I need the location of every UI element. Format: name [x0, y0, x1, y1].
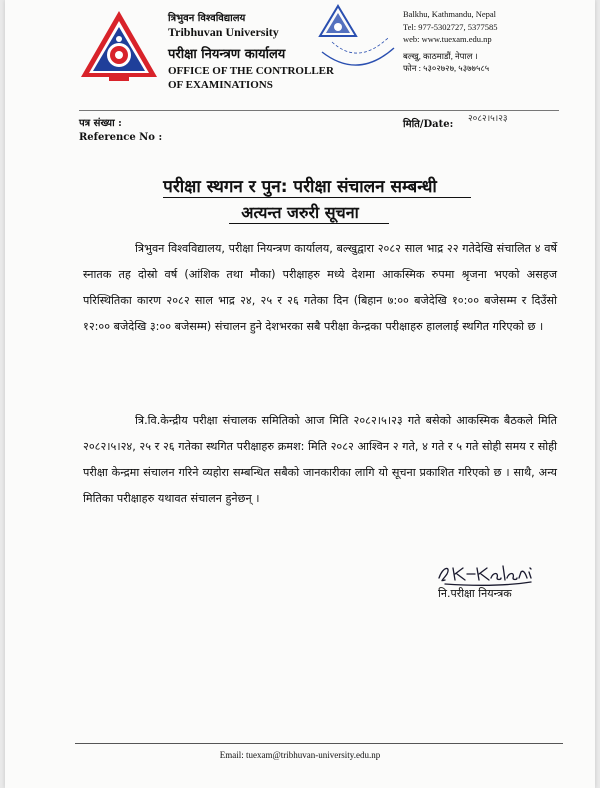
title-underline-2 — [229, 223, 389, 224]
office-name-np: परीक्षा नियन्त्रण कार्यालय — [168, 47, 286, 62]
date-label: मिति/Date: — [403, 119, 454, 130]
notice-paragraph-2: त्रि.वि.केन्द्रीय परीक्षा संचालक समितिको आज मिति २०८२।५।२३ गते बसेको आकस्मिक बैठकले मिति २०८२।५।२४, २५ र २६ गतेका स्थगित परीक्षाहरु क्रमश: मिति २०८२ आश्विन २ गते, ४ गते र ५ गते सोही समय र सोही परीक्षा केन्द्रमा संचालन गरिने व्यहोरा सम्बन्धित सबैको जानकारीका लागि यो सूचना प्रकाशित गरिएको छ । साथै, अन्य मितिका परीक्षाहरु यथावत संचालन हुनेछन् । — [83, 414, 557, 505]
office-address: Balkhu, Kathmandu, Nepal Tel: 977-5302727, 5377585 web: www.tuexam.edu.np बल्खु, काठमाडौं, नेपाल । फोन : ५३०२७२७, ५३७७५८५ — [403, 9, 498, 73]
date-value: २०८२।५।२३ — [468, 114, 508, 124]
signatory-title: नि.परीक्षा नियन्त्रक — [438, 587, 512, 600]
notice-title-line2: अत्यन्त जरुरी सूचना — [241, 203, 359, 222]
tu-logo — [79, 9, 159, 91]
notice-title-line1: परीक्षा स्थगन र पुन: परीक्षा संचालन सम्बन्धी — [163, 177, 437, 197]
office-name-en: OFFICE OF THE CONTROLLER OF EXAMINATIONS — [168, 65, 334, 91]
university-name-en: Tribhuvan University — [168, 25, 279, 39]
footer-rule — [75, 743, 563, 744]
notice-page — [5, 0, 595, 788]
footer-email: Email: tuexam@tribhuvan-university.edu.np — [219, 750, 381, 760]
university-name-np: त्रिभुवन विश्वविद्यालय — [168, 13, 246, 24]
reference-label: Reference No : — [79, 132, 163, 143]
patra-label: पत्र संख्या : — [79, 118, 122, 129]
office-seal — [318, 2, 398, 82]
notice-paragraph-1: त्रिभुवन विश्वविद्यालय, परीक्षा नियन्त्रण कार्यालय, बल्खुद्वारा २०८२ साल भाद्र २२ गतेदेखि संचालित ४ वर्षे स्नातक तह दोस्रो वर्ष (आंशिक तथा मौका) परीक्षाहरु मध्ये देशमा आकस्मिक रुपमा श्रृजना भएको असहज परिस्थितिका कारण २०८२ साल भाद्र २४, २५ र २६ गतेका दिन (बिहान ७:०० बजेदेखि १०:०० बजेसम्म र दिउँसो १२:०० बजेदेखि ३:०० बजेसम्म) संचालन हुने देशभरका सबै परीक्षा केन्द्रका परीक्षाहरु हाललाई स्थगित गरिएको छ । — [83, 242, 557, 333]
title-underline-1 — [163, 197, 471, 198]
reference-block — [79, 117, 162, 145]
